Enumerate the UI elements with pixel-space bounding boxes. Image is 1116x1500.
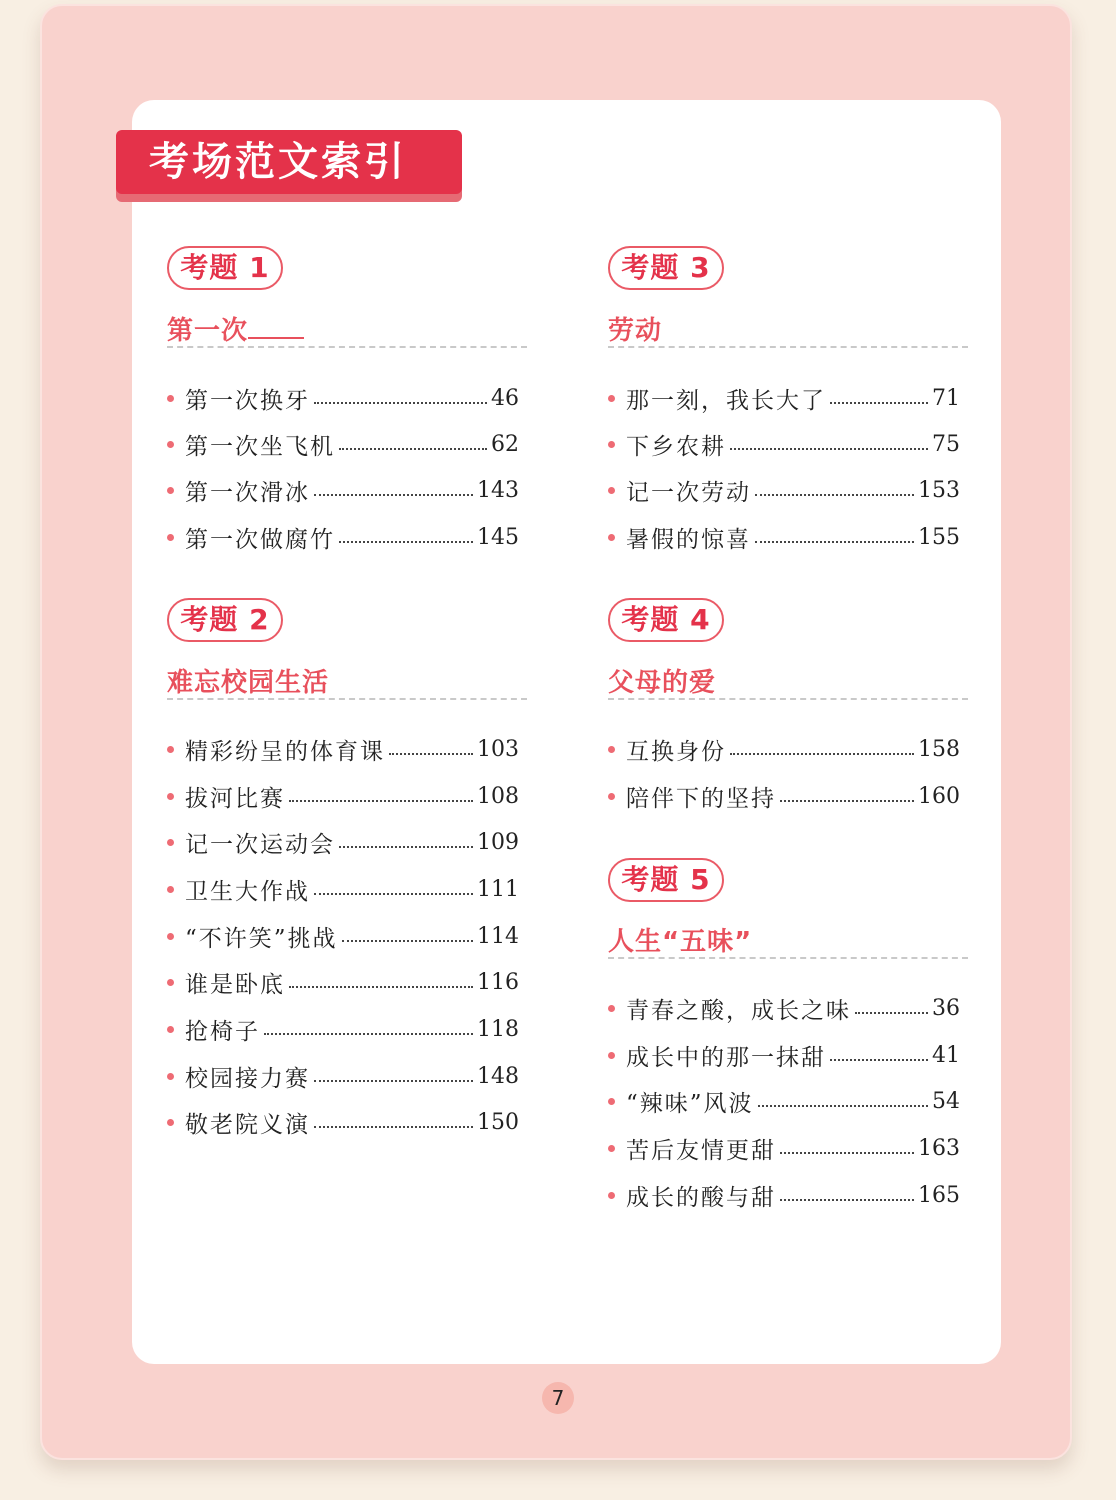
- list-item[interactable]: [608, 1035, 960, 1075]
- dot-leader: [339, 846, 473, 848]
- bullet-icon: [608, 746, 615, 753]
- dot-leader: [730, 448, 928, 450]
- dot-leader: [314, 1126, 473, 1128]
- item-title: “辣味”风波: [626, 1090, 754, 1117]
- section-2-divider: [167, 698, 527, 700]
- dot-leader: [780, 1152, 914, 1154]
- item-page: 148: [477, 1063, 519, 1089]
- item-page: 71: [932, 385, 960, 411]
- list-item[interactable]: [167, 517, 519, 557]
- item-title: 互换身份: [626, 738, 726, 765]
- list-item[interactable]: [608, 378, 960, 418]
- item-title: 拔河比赛: [185, 785, 285, 812]
- bullet-icon: [167, 1119, 174, 1126]
- dot-leader: [389, 753, 473, 755]
- item-page: 75: [932, 431, 960, 457]
- bullet-icon: [608, 1145, 615, 1152]
- item-page: 160: [918, 783, 960, 809]
- list-item[interactable]: [167, 869, 519, 909]
- bullet-icon: [167, 793, 174, 800]
- section-5-topic: 人生“五味”: [608, 927, 753, 957]
- item-page: 111: [477, 876, 519, 902]
- section-4-topic: 父母的爱: [608, 668, 717, 698]
- dot-leader: [730, 753, 914, 755]
- section-3-badge: 考题 3: [608, 246, 724, 290]
- item-title: 第一次换牙: [185, 387, 310, 414]
- item-page: 103: [477, 736, 519, 762]
- list-item[interactable]: [167, 1009, 519, 1049]
- item-page: 163: [918, 1135, 960, 1161]
- bullet-icon: [608, 441, 615, 448]
- dot-leader: [314, 1080, 473, 1082]
- dot-leader: [314, 494, 473, 496]
- item-title: 成长中的那一抹甜: [626, 1044, 826, 1071]
- item-title: 记一次劳动: [626, 479, 751, 506]
- item-page: 41: [932, 1042, 960, 1068]
- fill-blank-line: [248, 315, 304, 339]
- dot-leader: [289, 800, 473, 802]
- list-item[interactable]: [608, 470, 960, 510]
- item-page: 114: [477, 923, 519, 949]
- list-item[interactable]: [608, 517, 960, 557]
- dot-leader: [780, 1199, 914, 1201]
- item-page: 153: [918, 477, 960, 503]
- item-title: 那一刻，我长大了: [626, 387, 826, 414]
- bullet-icon: [167, 441, 174, 448]
- bullet-icon: [167, 886, 174, 893]
- item-title: 记一次运动会: [185, 831, 335, 858]
- bullet-icon: [167, 534, 174, 541]
- item-page: 143: [477, 477, 519, 503]
- section-3-divider: [608, 346, 968, 348]
- item-title: 第一次滑冰: [185, 479, 310, 506]
- bullet-icon: [608, 534, 615, 541]
- section-1-topic: [167, 310, 304, 347]
- section-2-topic: 难忘校园生活: [167, 668, 330, 698]
- bullet-icon: [167, 1026, 174, 1033]
- page-title: 考场范文索引: [116, 130, 462, 194]
- bullet-icon: [608, 487, 615, 494]
- item-title: 谁是卧底: [185, 971, 285, 998]
- bullet-icon: [608, 395, 615, 402]
- dot-leader: [780, 800, 914, 802]
- item-title: 暑假的惊喜: [626, 526, 751, 553]
- list-item[interactable]: [167, 424, 519, 464]
- page-number: 7: [542, 1382, 574, 1414]
- bullet-icon: [167, 746, 174, 753]
- item-page: 158: [918, 736, 960, 762]
- dot-leader: [339, 448, 487, 450]
- item-page: 54: [932, 1088, 960, 1114]
- item-title: 第一次做腐竹: [185, 526, 335, 553]
- list-item[interactable]: [167, 1102, 519, 1142]
- item-title: 校园接力赛: [185, 1065, 310, 1092]
- bullet-icon: [608, 1098, 615, 1105]
- item-page: 155: [918, 524, 960, 550]
- list-item[interactable]: [608, 729, 960, 769]
- item-page: 116: [477, 969, 519, 995]
- list-item[interactable]: [608, 776, 960, 816]
- list-item[interactable]: [608, 1175, 960, 1215]
- item-page: 46: [491, 385, 519, 411]
- list-item[interactable]: [608, 424, 960, 464]
- section-4-divider: [608, 698, 968, 700]
- dot-leader: [855, 1012, 928, 1014]
- item-page: 165: [918, 1182, 960, 1208]
- item-title: 卫生大作战: [185, 878, 310, 905]
- list-item[interactable]: [608, 988, 960, 1028]
- item-page: 108: [477, 783, 519, 809]
- bullet-icon: [167, 395, 174, 402]
- item-page: 109: [477, 829, 519, 855]
- dot-leader: [314, 893, 473, 895]
- bullet-icon: [167, 487, 174, 494]
- list-item[interactable]: [167, 776, 519, 816]
- item-title: 青春之酸，成长之味: [626, 997, 851, 1024]
- dot-leader: [314, 402, 487, 404]
- item-title: 抢椅子: [185, 1018, 260, 1045]
- dot-leader: [755, 494, 914, 496]
- bullet-icon: [167, 1073, 174, 1080]
- list-item[interactable]: [608, 1081, 960, 1121]
- list-item[interactable]: [608, 1128, 960, 1168]
- section-2-badge: 考题 2: [167, 598, 283, 642]
- section-1-topic-text: 第一次: [167, 316, 249, 346]
- item-page: 118: [477, 1016, 519, 1042]
- section-5-divider: [608, 957, 968, 959]
- item-title: 下乡农耕: [626, 433, 726, 460]
- bullet-icon: [167, 979, 174, 986]
- dot-leader: [758, 1105, 928, 1107]
- dot-leader: [830, 1059, 928, 1061]
- bullet-icon: [608, 1192, 615, 1199]
- item-title: 成长的酸与甜: [626, 1184, 776, 1211]
- bullet-icon: [167, 839, 174, 846]
- list-item[interactable]: [167, 729, 519, 769]
- dot-leader: [264, 1033, 473, 1035]
- list-item[interactable]: [167, 378, 519, 418]
- dot-leader: [342, 940, 473, 942]
- list-item[interactable]: [167, 470, 519, 510]
- section-3-topic: 劳动: [608, 316, 663, 346]
- item-title: “不许笑”挑战: [185, 925, 338, 952]
- dot-leader: [339, 541, 473, 543]
- item-title: 苦后友情更甜: [626, 1137, 776, 1164]
- section-5-badge: 考题 5: [608, 858, 724, 902]
- dot-leader: [755, 541, 914, 543]
- section-4-badge: 考题 4: [608, 598, 724, 642]
- list-item[interactable]: [167, 962, 519, 1002]
- section-1-divider: [167, 346, 527, 348]
- item-title: 精彩纷呈的体育课: [185, 738, 385, 765]
- item-page: 62: [491, 431, 519, 457]
- dot-leader: [289, 986, 473, 988]
- bullet-icon: [167, 933, 174, 940]
- section-1-badge: 考题 1: [167, 246, 283, 290]
- item-title: 陪伴下的坚持: [626, 785, 776, 812]
- bullet-icon: [608, 793, 615, 800]
- item-title: 敬老院义演: [185, 1111, 310, 1138]
- item-page: 145: [477, 524, 519, 550]
- item-page: 150: [477, 1109, 519, 1135]
- list-item[interactable]: [167, 822, 519, 862]
- dot-leader: [830, 402, 928, 404]
- bullet-icon: [608, 1052, 615, 1059]
- list-item[interactable]: [167, 1056, 519, 1096]
- item-title: 第一次坐飞机: [185, 433, 335, 460]
- item-page: 36: [932, 995, 960, 1021]
- bullet-icon: [608, 1005, 615, 1012]
- list-item[interactable]: [167, 916, 519, 956]
